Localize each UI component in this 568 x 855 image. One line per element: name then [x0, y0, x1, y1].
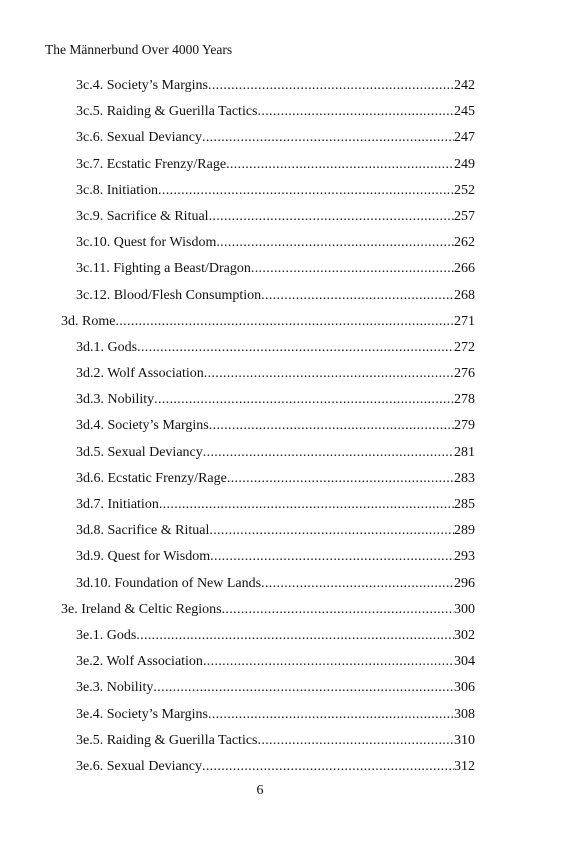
- dot-leader: [216, 234, 454, 252]
- toc-entry[interactable]: [0, 257, 568, 283]
- toc-entry-title: 3e.5. Raiding & Guerilla Tactics: [76, 732, 258, 748]
- toc-entry-page: 302: [454, 627, 475, 643]
- toc-entry-title: 3c.8. Initiation: [76, 182, 159, 198]
- toc-entry[interactable]: [0, 467, 568, 493]
- toc-entry[interactable]: [0, 153, 568, 179]
- toc-entry-page: 281: [454, 444, 475, 460]
- dot-leader: [261, 575, 454, 593]
- dot-leader: [258, 732, 455, 750]
- toc-entry-page: 272: [454, 339, 475, 355]
- toc-entry-page: 247: [454, 130, 475, 146]
- toc-entry-title: 3d.4. Society’s Margins: [76, 418, 209, 434]
- toc-entry[interactable]: [0, 179, 568, 205]
- toc-entry-page: 278: [454, 392, 475, 408]
- toc-entry[interactable]: [0, 729, 568, 755]
- dot-leader: [208, 706, 454, 724]
- toc-entry-title: 3e.3. Nobility: [76, 680, 154, 696]
- dot-leader: [204, 365, 454, 383]
- dot-leader: [210, 548, 454, 566]
- toc-entry[interactable]: [0, 284, 568, 310]
- toc-entry-page: 242: [454, 78, 475, 93]
- toc-entry-title: 3d.3. Nobility: [76, 392, 155, 408]
- toc-entry-title: 3d.2. Wolf Association: [76, 366, 204, 382]
- toc-entry-title: 3e.1. Gods: [76, 627, 137, 643]
- dot-leader: [137, 339, 454, 357]
- toc-entry[interactable]: [0, 74, 568, 100]
- toc-entry-page: 310: [454, 732, 475, 748]
- dot-leader: [261, 287, 454, 305]
- toc-entry-title: 3c.10. Quest for Wisdom: [76, 235, 217, 251]
- toc-entry[interactable]: [0, 545, 568, 571]
- toc-entry[interactable]: [0, 650, 568, 676]
- toc-entry-page: 283: [454, 470, 475, 486]
- toc-entry-page: 262: [454, 235, 475, 251]
- dot-leader: [154, 391, 454, 409]
- toc-entry-title: 3c.9. Sacrifice & Ritual: [76, 208, 209, 224]
- toc-entry-page: 249: [454, 156, 475, 172]
- dot-leader: [203, 444, 454, 462]
- dot-leader: [209, 522, 454, 540]
- toc-entry-page: 289: [454, 523, 475, 539]
- toc-entry-page: 245: [454, 104, 475, 120]
- toc-entry[interactable]: [0, 126, 568, 152]
- toc-entry-title: 3d. Rome: [61, 313, 116, 329]
- toc-entry[interactable]: [0, 519, 568, 545]
- toc-entry-title: 3c.6. Sexual Deviancy: [76, 130, 202, 146]
- toc-entry[interactable]: [0, 572, 568, 598]
- toc-entry[interactable]: [0, 676, 568, 702]
- toc-entry-title: 3d.10. Foundation of New Lands: [76, 575, 262, 591]
- toc-entry[interactable]: [0, 388, 568, 414]
- toc-entry-title: 3c.7. Ecstatic Frenzy/Rage: [76, 156, 227, 172]
- toc-entry-page: 252: [454, 182, 475, 198]
- toc-entry-page: 276: [454, 366, 475, 382]
- toc-entry-page: 285: [454, 497, 475, 512]
- dot-leader: [251, 260, 454, 278]
- toc-entry-title: 3d.1. Gods: [76, 339, 138, 355]
- toc-entry[interactable]: [0, 336, 568, 362]
- toc-entry[interactable]: [0, 414, 568, 440]
- page-number: 6: [256, 783, 264, 798]
- dot-leader: [209, 208, 454, 226]
- toc-entry-page: 296: [454, 575, 475, 591]
- toc-entry-page: 257: [454, 208, 475, 224]
- toc-entry-page: 271: [454, 313, 475, 329]
- toc-entry-title: 3c.11. Fighting a Beast/Dragon: [76, 261, 251, 277]
- toc-entry-page: 293: [454, 549, 475, 565]
- toc-entry-page: 306: [454, 680, 475, 696]
- dot-leader: [208, 77, 454, 95]
- toc-entry-title: 3d.6. Ecstatic Frenzy/Rage: [76, 470, 227, 486]
- toc-entry[interactable]: [0, 493, 568, 519]
- toc-entry[interactable]: [0, 231, 568, 257]
- toc-entry-page: 279: [454, 418, 475, 434]
- toc-entry-page: 304: [454, 654, 475, 670]
- toc-entry-title: 3e.4. Society’s Margins: [76, 706, 208, 722]
- dot-leader: [158, 182, 454, 200]
- dot-leader: [226, 156, 454, 174]
- toc-entry-page: 266: [454, 261, 475, 277]
- toc-entry-page: 300: [454, 601, 475, 617]
- toc-entry[interactable]: [0, 703, 568, 729]
- toc-entry-title: 3c.4. Society’s Margins: [76, 78, 208, 93]
- toc-entry-page: 268: [454, 287, 475, 303]
- toc-entry[interactable]: [0, 100, 568, 126]
- toc-entry-title: 3d.9. Quest for Wisdom: [76, 549, 211, 565]
- toc-entry-title: 3d.8. Sacrifice & Ritual: [76, 523, 210, 539]
- table-of-contents: [0, 74, 568, 781]
- toc-section-entry[interactable]: [0, 598, 568, 624]
- dot-leader: [209, 417, 454, 435]
- toc-entry-title: 3c.12. Blood/Flesh Consumption: [76, 287, 262, 303]
- dot-leader: [227, 470, 454, 488]
- toc-entry-page: 308: [454, 706, 475, 722]
- toc-entry-page: 312: [454, 758, 475, 774]
- toc-entry-title: 3c.5. Raiding & Guerilla Tactics: [76, 104, 258, 120]
- toc-entry-title: 3e.2. Wolf Association: [76, 654, 203, 670]
- toc-entry[interactable]: [0, 755, 568, 781]
- dot-leader: [159, 496, 454, 514]
- dot-leader: [115, 313, 454, 331]
- toc-entry-title: 3e.6. Sexual Deviancy: [76, 758, 202, 774]
- dot-leader: [202, 758, 454, 776]
- dot-leader: [153, 679, 454, 697]
- dot-leader: [202, 129, 454, 147]
- toc-section-entry[interactable]: [0, 310, 568, 336]
- dot-leader: [222, 601, 454, 619]
- toc-entry-title: 3e. Ireland & Celtic Regions: [61, 601, 222, 617]
- dot-leader: [203, 653, 454, 671]
- toc-entry-title: 3d.5. Sexual Deviancy: [76, 444, 203, 460]
- dot-leader: [136, 627, 454, 645]
- toc-entry[interactable]: [0, 624, 568, 650]
- toc-entry[interactable]: [0, 362, 568, 388]
- dot-leader: [258, 103, 455, 121]
- running-header: The Männerbund Over 4000 Years: [45, 42, 233, 57]
- toc-entry[interactable]: [0, 441, 568, 467]
- toc-entry[interactable]: [0, 205, 568, 231]
- toc-entry-title: 3d.7. Initiation: [76, 497, 159, 512]
